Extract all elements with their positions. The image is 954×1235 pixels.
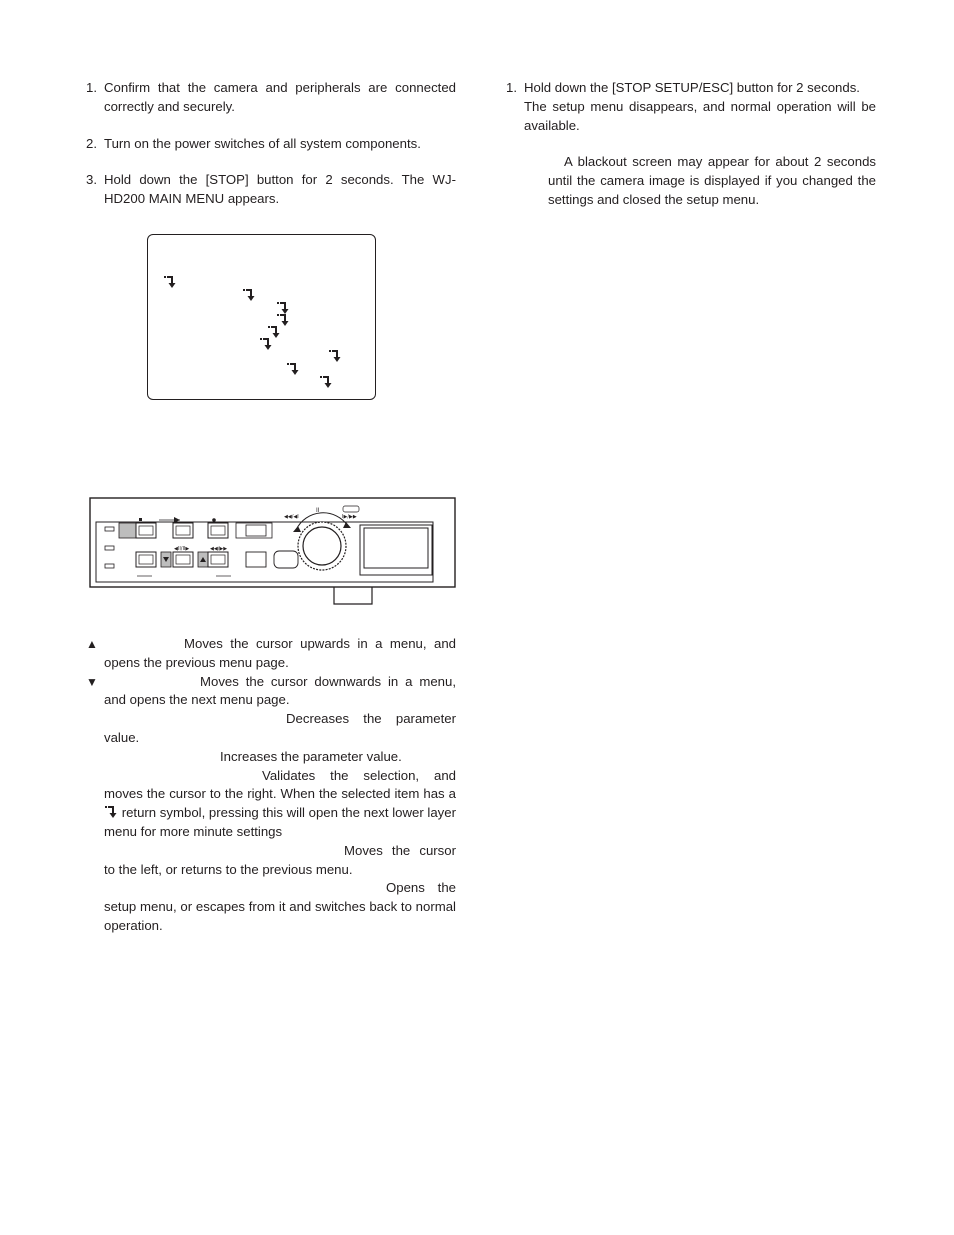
note-text: A blackout screen may appear for about 2 seconds until the camera image is displayed if you changed the settings and closed the setup menu. (548, 154, 876, 207)
step-text: Hold down the [STOP SETUP/ESC] button for 2 seconds. (524, 80, 860, 95)
exit-step-1 (506, 79, 876, 135)
setup-esc-button (119, 523, 136, 538)
step-number: 3. (86, 172, 97, 188)
up-control (86, 635, 456, 673)
step-number: 2. (86, 135, 97, 151)
step-number: 1. (86, 80, 97, 95)
step-text: Confirm that the camera and peripherals are connected correctly and securely. (104, 80, 456, 114)
front-panel-illustration (88, 496, 456, 606)
validate-control (86, 767, 456, 842)
indicator-lamp (105, 527, 114, 531)
return-arrow-icon (286, 362, 300, 376)
exit-steps (506, 79, 876, 210)
validate-description-a: Validates the selection, and moves the cursor to the right. When the selected item has a (104, 767, 456, 802)
indicator-lamp (105, 546, 114, 550)
indicator-lamp (105, 564, 114, 568)
setup-control (86, 879, 456, 935)
return-arrow-icon (104, 805, 118, 819)
control-descriptions (86, 635, 456, 936)
svg-text:◀◀/◀I: ◀◀/◀I (284, 514, 299, 520)
down-control (86, 673, 456, 711)
svg-text:II: II (316, 507, 320, 514)
return-arrow-icon (242, 288, 256, 302)
step-2 (86, 135, 456, 154)
step-1 (86, 79, 456, 117)
increase-description: Increases the parameter value. (220, 748, 402, 764)
setup-steps (86, 79, 456, 209)
main-menu-screen (147, 234, 376, 400)
left-control (86, 842, 456, 880)
validate-description-b: return symbol, pressing this will open the next lower layer menu for more minute settings (104, 805, 457, 839)
step-3 (86, 171, 456, 209)
note (506, 153, 876, 209)
return-arrow-icon (328, 349, 342, 363)
increase-control (86, 748, 456, 767)
decrease-description: Decreases the parameter value. (104, 711, 456, 745)
svg-text:I▶/▶▶: I▶/▶▶ (342, 514, 357, 520)
svg-text:◀II/II▶: ◀II/II▶ (174, 546, 190, 552)
return-arrow-icon (259, 337, 273, 351)
return-arrow-icon (319, 375, 333, 389)
setup-description: Opens the setup menu, or escapes from it and switches back to normal operation. (104, 880, 456, 933)
return-arrow-icon (163, 275, 177, 289)
step-result: The setup menu disappears, and normal operation will be available. (524, 98, 876, 133)
decrease-control (86, 710, 456, 748)
step-text: Hold down the [STOP] button for 2 seconds. The WJ-HD200 MAIN MENU appears. (104, 172, 456, 207)
step-text: Turn on the power switches of all system components. (104, 135, 421, 151)
up-description: Moves the cursor upwards in a menu, and opens the previous menu page. (104, 636, 456, 670)
down-triangle-icon: ▼ (86, 674, 98, 689)
up-triangle-icon: ▲ (86, 637, 98, 651)
step-number: 1. (506, 80, 517, 95)
down-description: Moves the cursor downwards in a menu, and opens the next menu page. (104, 673, 456, 708)
svg-text:◀◀/▶▶: ◀◀/▶▶ (210, 546, 228, 552)
left-description: Moves the cursor to the left, or returns to the previous menu. (104, 842, 456, 877)
